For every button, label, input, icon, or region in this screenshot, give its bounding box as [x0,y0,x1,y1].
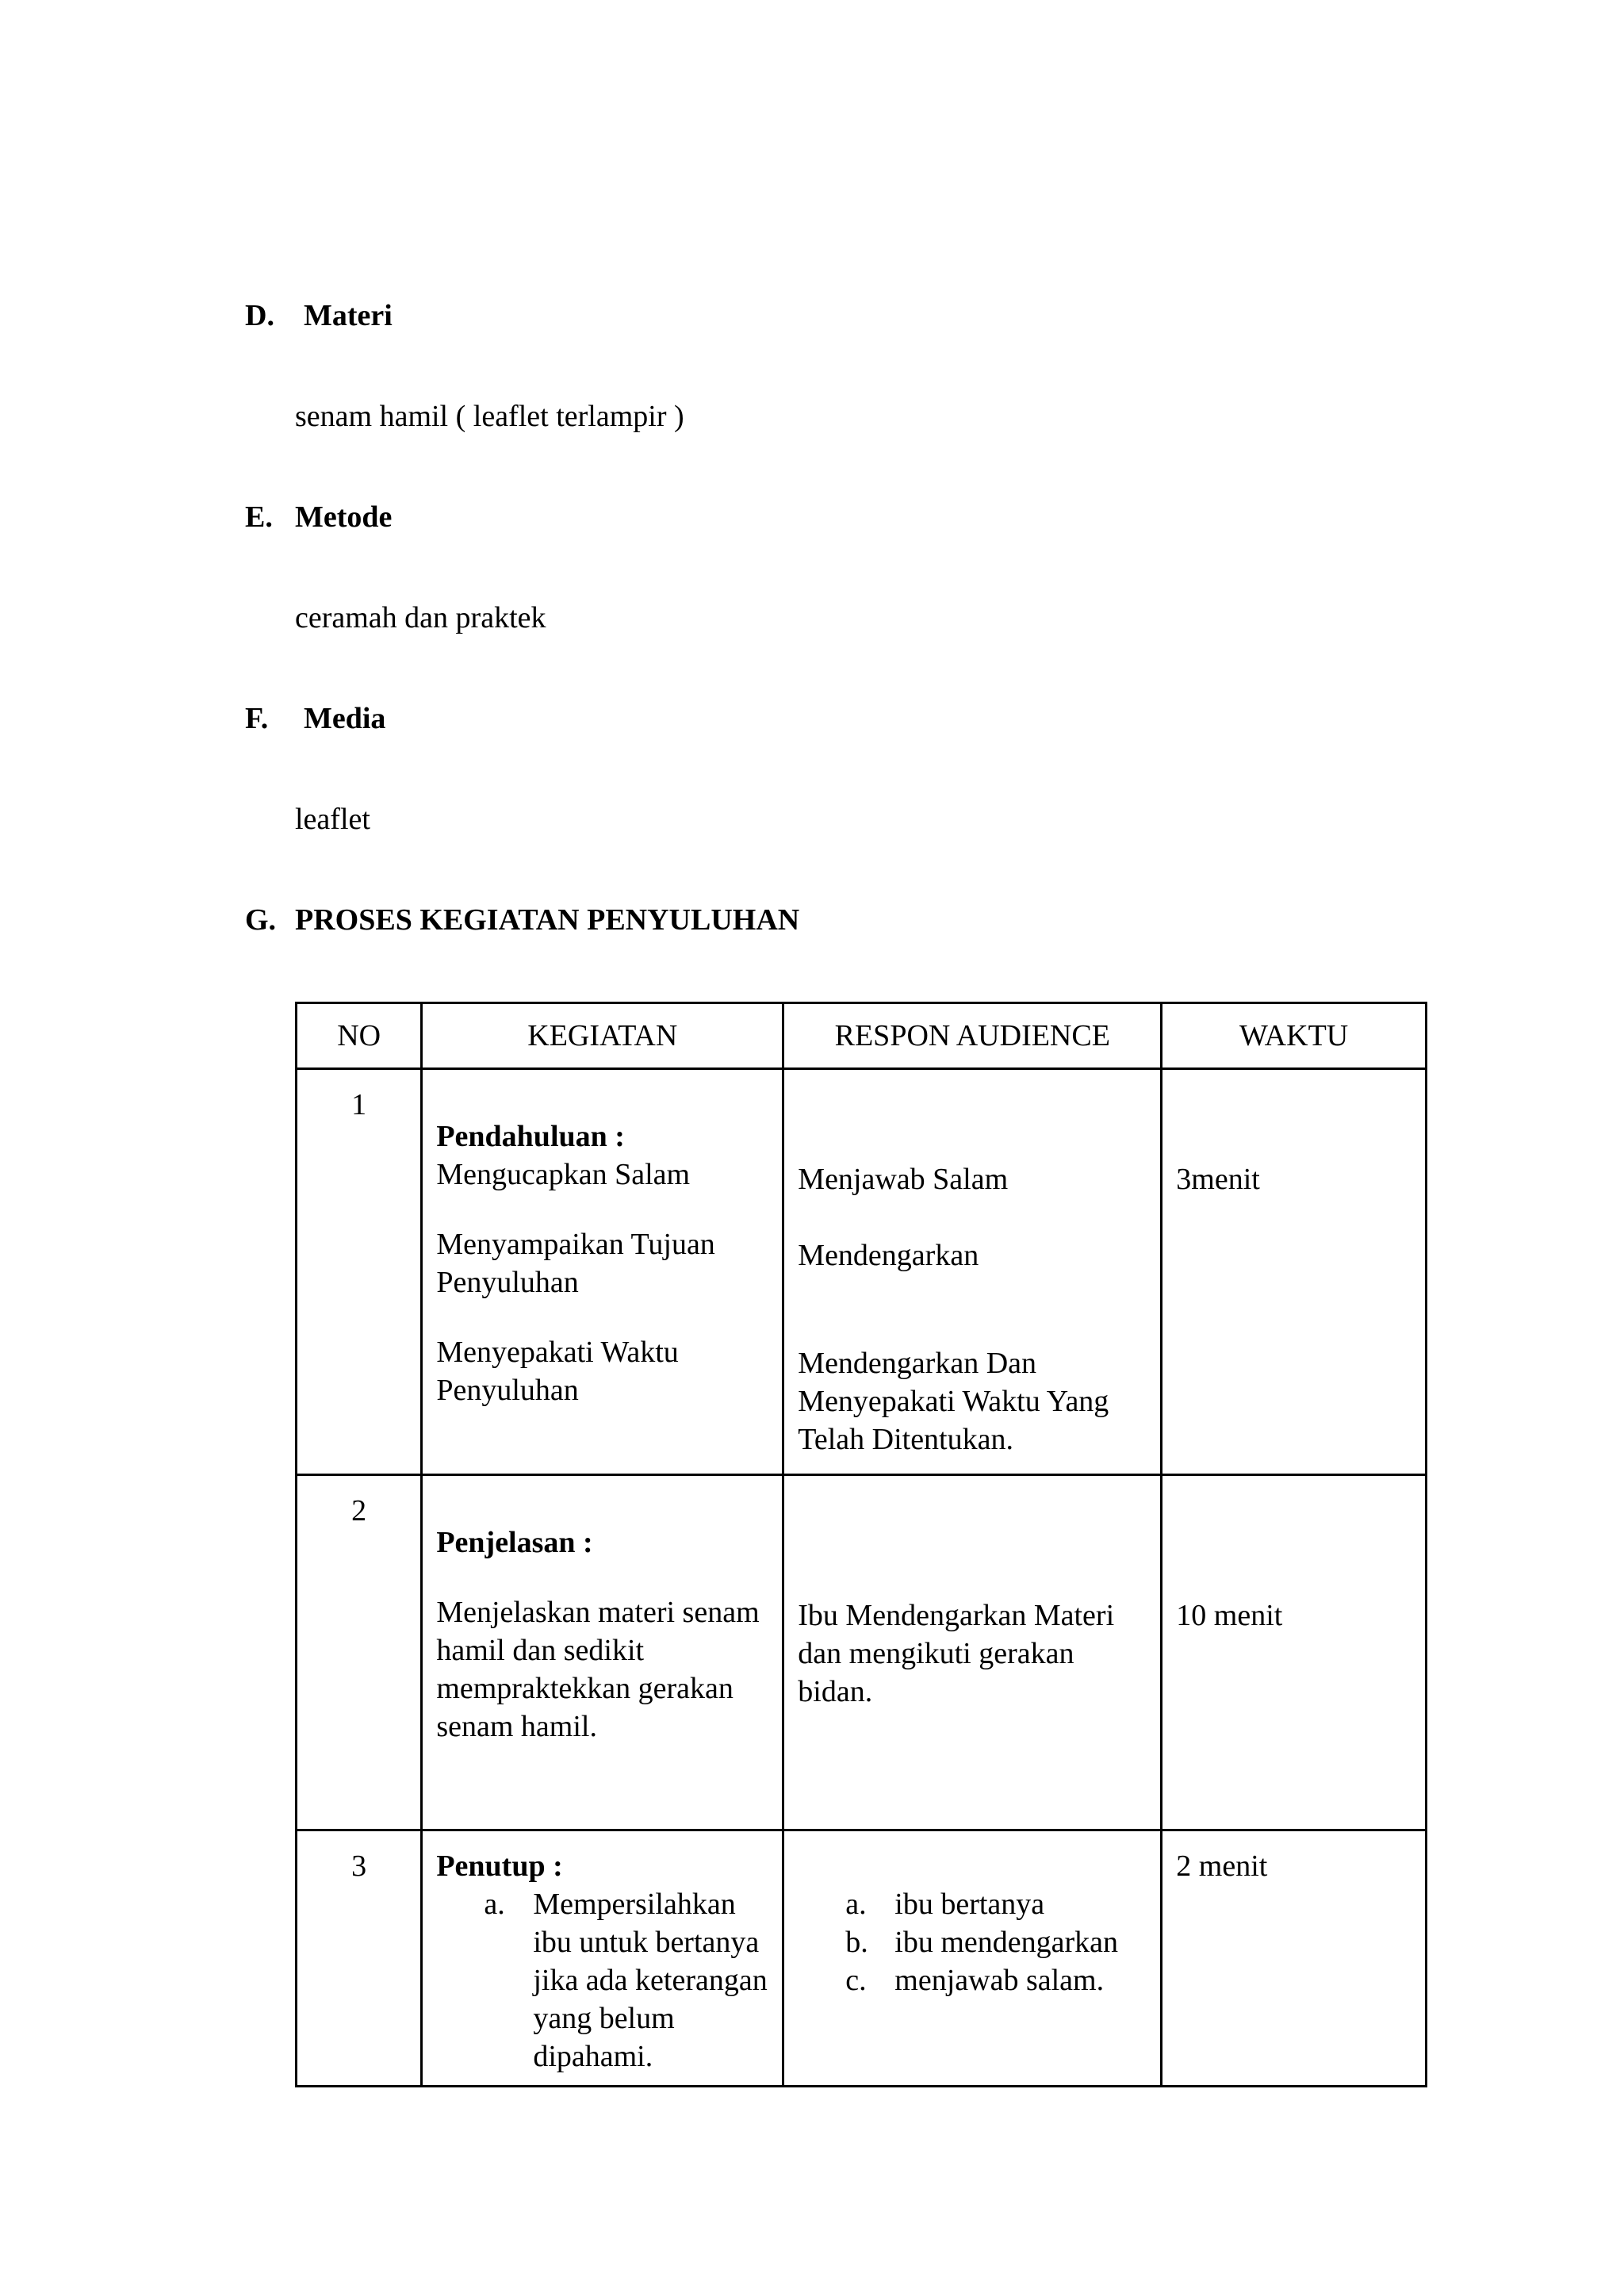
table-row [297,1069,1427,1475]
kegiatan-list-item [436,1885,774,2076]
kegiatan-item: Menyepakati Waktu Penyuluhan [436,1336,679,1407]
waktu-value: 2 menit [1176,1849,1268,1883]
section-heading-metode [245,500,392,535]
section-title: Metode [295,500,393,534]
cell-waktu [1162,1069,1427,1475]
header-no: NO [297,1003,422,1069]
metode-text: ceramah dan praktek [295,601,546,634]
section-title: PROSES KEGIATAN PENYULUHAN [295,903,800,937]
table-row [297,1830,1427,2087]
section-letter: E. [245,500,273,534]
list-marker: a. [845,1888,867,1921]
list-text: Mempersilahkan ibu untuk bertanya jika ada keterangan yang belum dipahami. [533,1888,768,2073]
list-marker: b. [845,1926,868,1959]
table-header-row [297,1003,1427,1069]
respon-item: Ibu Mendengarkan Materi dan mengikuti gerakan bidan. [798,1599,1115,1708]
cell-waktu [1162,1475,1427,1830]
cell-kegiatan [422,1830,783,2087]
cell-respon [783,1475,1162,1830]
cell-respon [783,1830,1162,2087]
list-text: ibu mendengarkan [894,1926,1119,1959]
media-text: leaflet [295,803,370,836]
row-heading: Penutup : [436,1849,563,1883]
header-waktu: WAKTU [1162,1003,1427,1069]
section-heading-materi [245,298,393,333]
respon-item: Menjawab Salam [798,1163,1009,1196]
cell-waktu [1162,1830,1427,2087]
header-respon: RESPON AUDIENCE [783,1003,1162,1069]
kegiatan-table [295,1002,1427,2087]
kegiatan-item: Mengucapkan Salam [436,1158,691,1191]
respon-item: Mendengarkan Dan Menyepakati Waktu Yang Telah Ditentukan. [798,1347,1109,1456]
cell-no [297,1830,422,2087]
respon-list-item [845,1961,1152,1999]
section-title: Media [304,702,386,735]
list-marker: a. [484,1888,505,1921]
cell-kegiatan [422,1069,783,1475]
section-title: Materi [304,299,393,332]
waktu-value: 3menit [1176,1163,1260,1196]
table-row [297,1475,1427,1830]
section-letter: D. [245,299,274,332]
cell-no [297,1069,422,1475]
list-text: ibu bertanya [894,1888,1045,1921]
row-number: 3 [351,1849,367,1883]
section-letter: G. [245,903,277,937]
section-letter: F. [245,702,269,735]
list-marker: c. [845,1964,867,1997]
row-heading: Penjelasan : [436,1526,593,1559]
kegiatan-item: Menjelaskan materi senam hamil dan sedikit mempraktekkan gerakan senam hamil. [436,1596,760,1743]
respon-item: Mendengarkan [798,1239,979,1272]
section-heading-media [245,701,385,736]
respon-list-item [845,1885,1152,1923]
row-number: 2 [351,1494,367,1527]
waktu-value: 10 menit [1176,1599,1283,1632]
cell-kegiatan [422,1475,783,1830]
header-kegiatan: KEGIATAN [422,1003,783,1069]
materi-text: senam hamil ( leaflet terlampir ) [295,400,684,433]
section-heading-proses [245,903,799,937]
row-heading: Pendahuluan : [436,1120,625,1153]
respon-list-item [845,1923,1152,1961]
row-number: 1 [351,1088,367,1121]
kegiatan-item: Menyampaikan Tujuan Penyuluhan [436,1228,715,1299]
cell-no [297,1475,422,1830]
list-text: menjawab salam. [894,1964,1105,1997]
cell-respon [783,1069,1162,1475]
